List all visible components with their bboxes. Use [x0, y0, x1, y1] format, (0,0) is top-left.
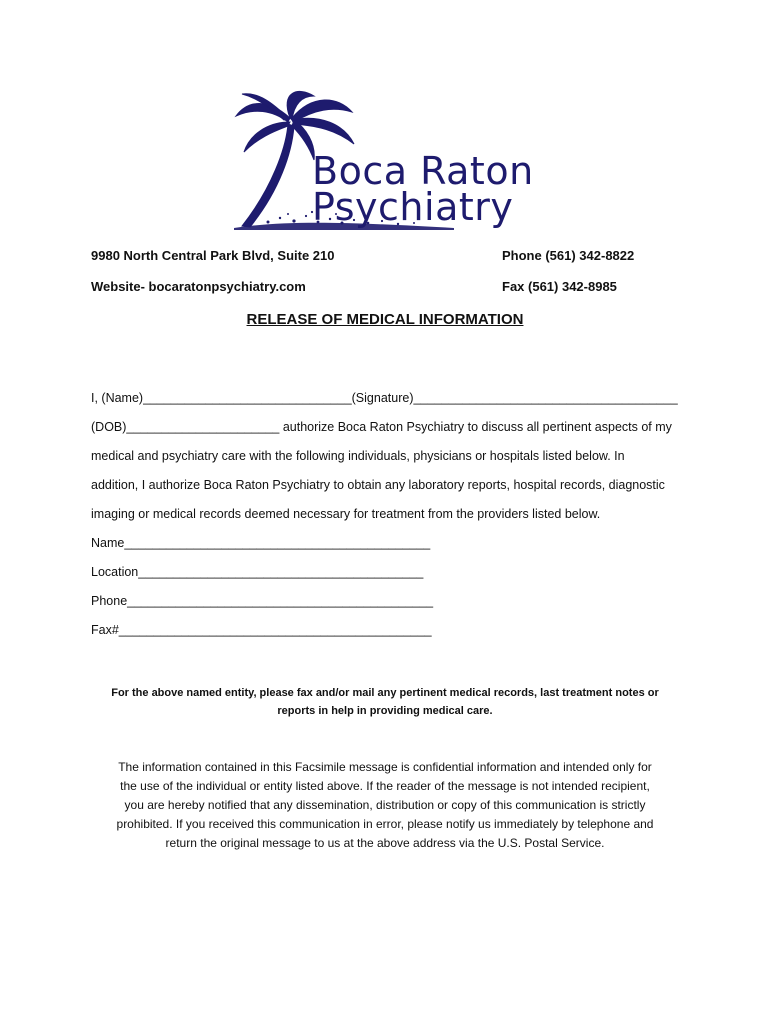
confidentiality-line5: return the original message to us at the above address via the U.S. Postal Service.	[165, 836, 605, 850]
confidentiality-line2: the use of the individual or entity listed above. If the reader of the message is not intended recipient,	[120, 779, 650, 793]
confidentiality-line1: The information contained in this Facsimile message is confidential information and intended only for	[118, 760, 652, 774]
records-request-notice	[100, 684, 670, 720]
authorization-text-line4: addition, I authorize Boca Raton Psychiatry to obtain any laboratory reports, hospital records, diagnostic	[91, 478, 665, 492]
confidentiality-line4: prohibited. If you received this communication in error, please notify us immediately by telephone and	[116, 817, 654, 831]
authorization-text-line3: medical and psychiatry care with the following individuals, physicians or hospitals listed below. In	[91, 449, 625, 463]
fax-number: Fax (561) 342-8985	[502, 279, 617, 294]
confidentiality-line3: you are hereby notified that any dissemination, distribution or copy of this communication is strictly	[124, 798, 646, 812]
notice-line2: reports in help in providing medical care.	[277, 705, 493, 717]
phone-number: Phone (561) 342-8822	[502, 248, 635, 263]
authorization-text-line5: imaging or medical records deemed necessary for treatment from the providers listed below.	[91, 507, 601, 521]
name-signature-line[interactable]: I, (Name)______________________________(Signature)______________________________________	[91, 391, 678, 405]
provider-phone-field[interactable]: Phone____________________________________________	[91, 594, 434, 608]
provider-name-field[interactable]: Name____________________________________________	[91, 536, 431, 550]
dob-authorization-line[interactable]: (DOB)______________________ authorize Boca Raton Psychiatry to discuss all pertinent aspects of my	[91, 420, 672, 434]
website: Website- bocaratonpsychiatry.com	[91, 279, 306, 294]
boca-raton-psychiatry-logo	[228, 88, 548, 236]
confidentiality-statement	[80, 758, 690, 853]
logo-text-line2: Psychiatry	[312, 185, 514, 229]
logo-text-line1: Boca Raton	[312, 149, 534, 193]
address: 9980 North Central Park Blvd, Suite 210	[91, 248, 335, 263]
document-title	[0, 311, 770, 328]
provider-location-field[interactable]: Location_________________________________________	[91, 565, 424, 579]
notice-line1: For the above named entity, please fax and/or mail any pertinent medical records, last treatment notes or	[111, 687, 659, 699]
document-title-text: RELEASE OF MEDICAL INFORMATION	[246, 311, 524, 328]
provider-fax-field[interactable]: Fax#_____________________________________________	[91, 623, 432, 637]
